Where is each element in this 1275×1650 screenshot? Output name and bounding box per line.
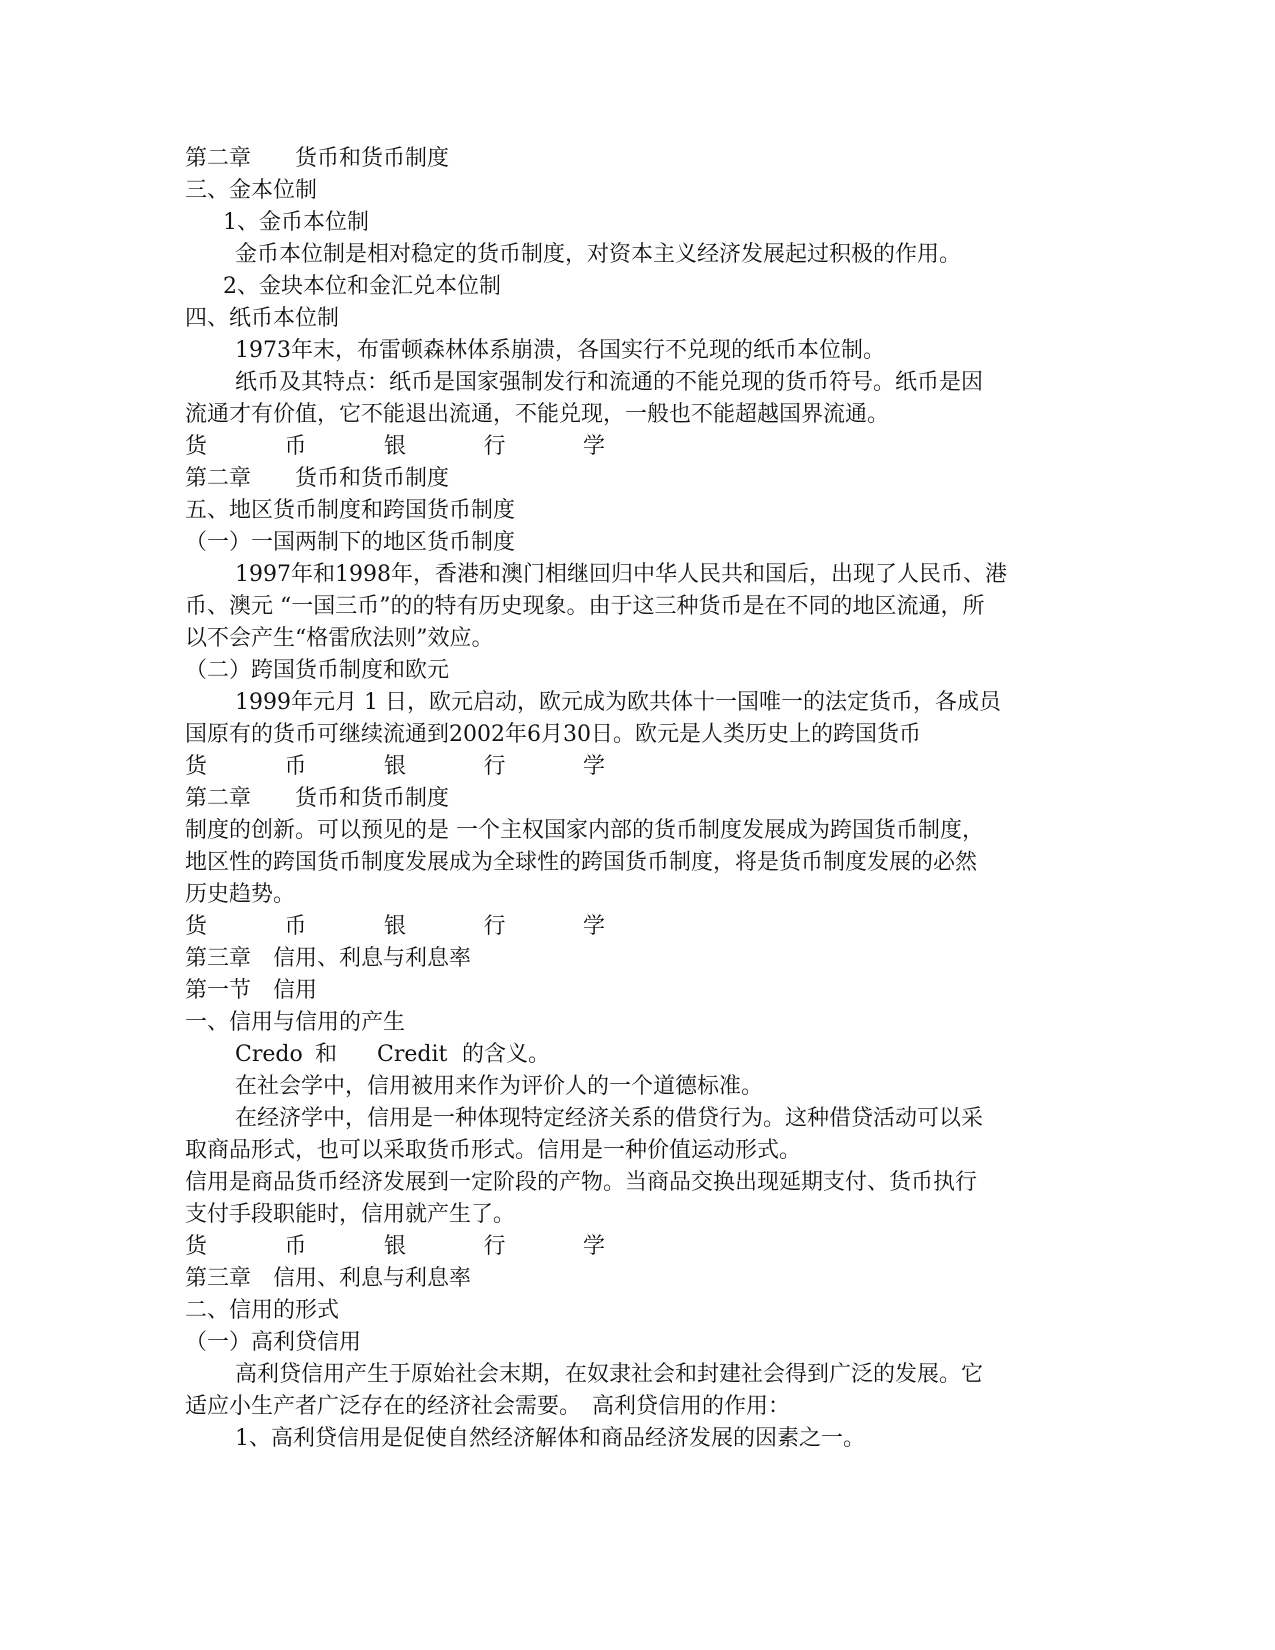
subsection-heading: 1、金币本位制	[223, 210, 369, 235]
footer-char: 银	[383, 1234, 406, 1259]
footer-char: 货	[185, 914, 208, 939]
paragraph: 1973年末，布雷顿森林体系崩溃，各国实行不兑现的纸币本位制。	[235, 338, 885, 363]
footer-char: 币	[284, 434, 307, 459]
footer-char: 学	[582, 754, 605, 779]
footer-char: 银	[383, 434, 406, 459]
chapter-number: 第二章	[185, 466, 252, 491]
footer-char: 货	[185, 1234, 208, 1259]
chapter-heading	[185, 783, 1095, 815]
chapter-heading	[185, 463, 1095, 495]
chapter-number: 第二章	[185, 786, 252, 811]
chapter-number: 第二章	[185, 146, 252, 171]
paragraph-continuation: 地区性的跨国货币制度发展成为全球性的跨国货币制度，将是货币制度发展的必然	[185, 850, 978, 875]
paragraph	[185, 1039, 1095, 1071]
section-title: 信用	[273, 978, 318, 1003]
chapter-title: 货币和货币制度	[295, 146, 450, 171]
footer-char: 行	[483, 914, 506, 939]
document-page	[185, 143, 1095, 1455]
running-footer	[185, 751, 605, 783]
paragraph-continuation: 币、澳元 “一国三币”的的特有历史现象。由于这三种货币是在不同的地区流通，所	[185, 594, 985, 619]
footer-char: 货	[185, 754, 208, 779]
paragraph: 1、高利贷信用是促使自然经济解体和商品经济发展的因素之一。	[235, 1426, 865, 1451]
footer-char: 银	[383, 914, 406, 939]
subsection-heading: （一）一国两制下的地区货币制度	[185, 530, 516, 555]
phrase: 的含义。	[462, 1042, 551, 1067]
paragraph: 在社会学中，信用被用来作为评价人的一个道德标准。	[235, 1074, 764, 1099]
footer-char: 币	[284, 1234, 307, 1259]
footer-char: 学	[582, 1234, 605, 1259]
chapter-title: 货币和货币制度	[295, 466, 450, 491]
chapter-heading	[185, 943, 1095, 975]
paragraph: 信用是商品货币经济发展到一定阶段的产物。当商品交换出现延期支付、货币执行	[185, 1170, 978, 1195]
section-number: 第一节	[185, 978, 252, 1003]
paragraph: 纸币及其特点：纸币是国家强制发行和流通的不能兑现的货币符号。纸币是因	[235, 370, 984, 395]
section-heading: 一、信用与信用的产生	[185, 1010, 406, 1035]
footer-char: 学	[582, 434, 605, 459]
footer-char: 银	[383, 754, 406, 779]
paragraph: 1999年元月 1 日，欧元启动，欧元成为欧共体十一国唯一的法定货币，各成员	[235, 690, 1001, 715]
paragraph: 高利贷信用产生于原始社会末期，在奴隶社会和封建社会得到广泛的发展。它	[235, 1362, 984, 1387]
chapter-heading	[185, 1263, 1095, 1295]
section-heading: 三、金本位制	[185, 178, 318, 203]
footer-char: 行	[483, 754, 506, 779]
subsection-heading: （一）高利贷信用	[185, 1330, 362, 1355]
conjunction: 和	[315, 1042, 338, 1067]
paragraph: 在经济学中，信用是一种体现特定经济关系的借贷行为。这种借贷活动可以采	[235, 1106, 984, 1131]
chapter-title: 信用、利息与利息率	[273, 1266, 472, 1291]
running-footer	[185, 431, 605, 463]
paragraph-continuation: 适应小生产者广泛存在的经济社会需要。 高利贷信用的作用：	[185, 1394, 791, 1419]
paragraph-continuation: 以不会产生“格雷欣法则”效应。	[185, 626, 494, 651]
footer-char: 币	[284, 754, 307, 779]
term-credo: Credo	[235, 1042, 303, 1067]
chapter-title: 信用、利息与利息率	[273, 946, 472, 971]
footer-char: 行	[483, 434, 506, 459]
paragraph-continuation: 国原有的货币可继续流通到2002年6月30日。欧元是人类历史上的跨国货币	[185, 722, 921, 747]
paragraph: 金币本位制是相对稳定的货币制度，对资本主义经济发展起过积极的作用。	[235, 242, 962, 267]
paragraph-continuation: 支付手段职能时，信用就产生了。	[185, 1202, 516, 1227]
paragraph-continuation: 制度的创新。可以预见的是 一个主权国家内部的货币制度发展成为跨国货币制度，	[185, 818, 984, 843]
section-heading: 五、地区货币制度和跨国货币制度	[185, 498, 516, 523]
footer-char: 货	[185, 434, 208, 459]
chapter-heading	[185, 143, 1095, 175]
section-heading	[185, 975, 1095, 1007]
footer-char: 学	[582, 914, 605, 939]
chapter-number: 第三章	[185, 1266, 252, 1291]
section-heading: 四、纸币本位制	[185, 306, 340, 331]
paragraph: 1997年和1998年，香港和澳门相继回归中华人民共和国后，出现了人民币、港	[235, 562, 1007, 587]
paragraph-continuation: 取商品形式，也可以采取货币形式。信用是一种价值运动形式。	[185, 1138, 802, 1163]
subsection-heading: （二）跨国货币制度和欧元	[185, 658, 450, 683]
footer-char: 币	[284, 914, 307, 939]
subsection-heading: 2、金块本位和金汇兑本位制	[223, 274, 501, 299]
chapter-number: 第三章	[185, 946, 252, 971]
term-credit: Credit	[377, 1042, 448, 1067]
running-footer	[185, 911, 605, 943]
chapter-title: 货币和货币制度	[295, 786, 450, 811]
running-footer	[185, 1231, 605, 1263]
section-heading: 二、信用的形式	[185, 1298, 340, 1323]
paragraph-continuation: 历史趋势。	[185, 882, 296, 907]
footer-char: 行	[483, 1234, 506, 1259]
paragraph-continuation: 流通才有价值，它不能退出流通，不能兑现，一般也不能超越国界流通。	[185, 402, 890, 427]
